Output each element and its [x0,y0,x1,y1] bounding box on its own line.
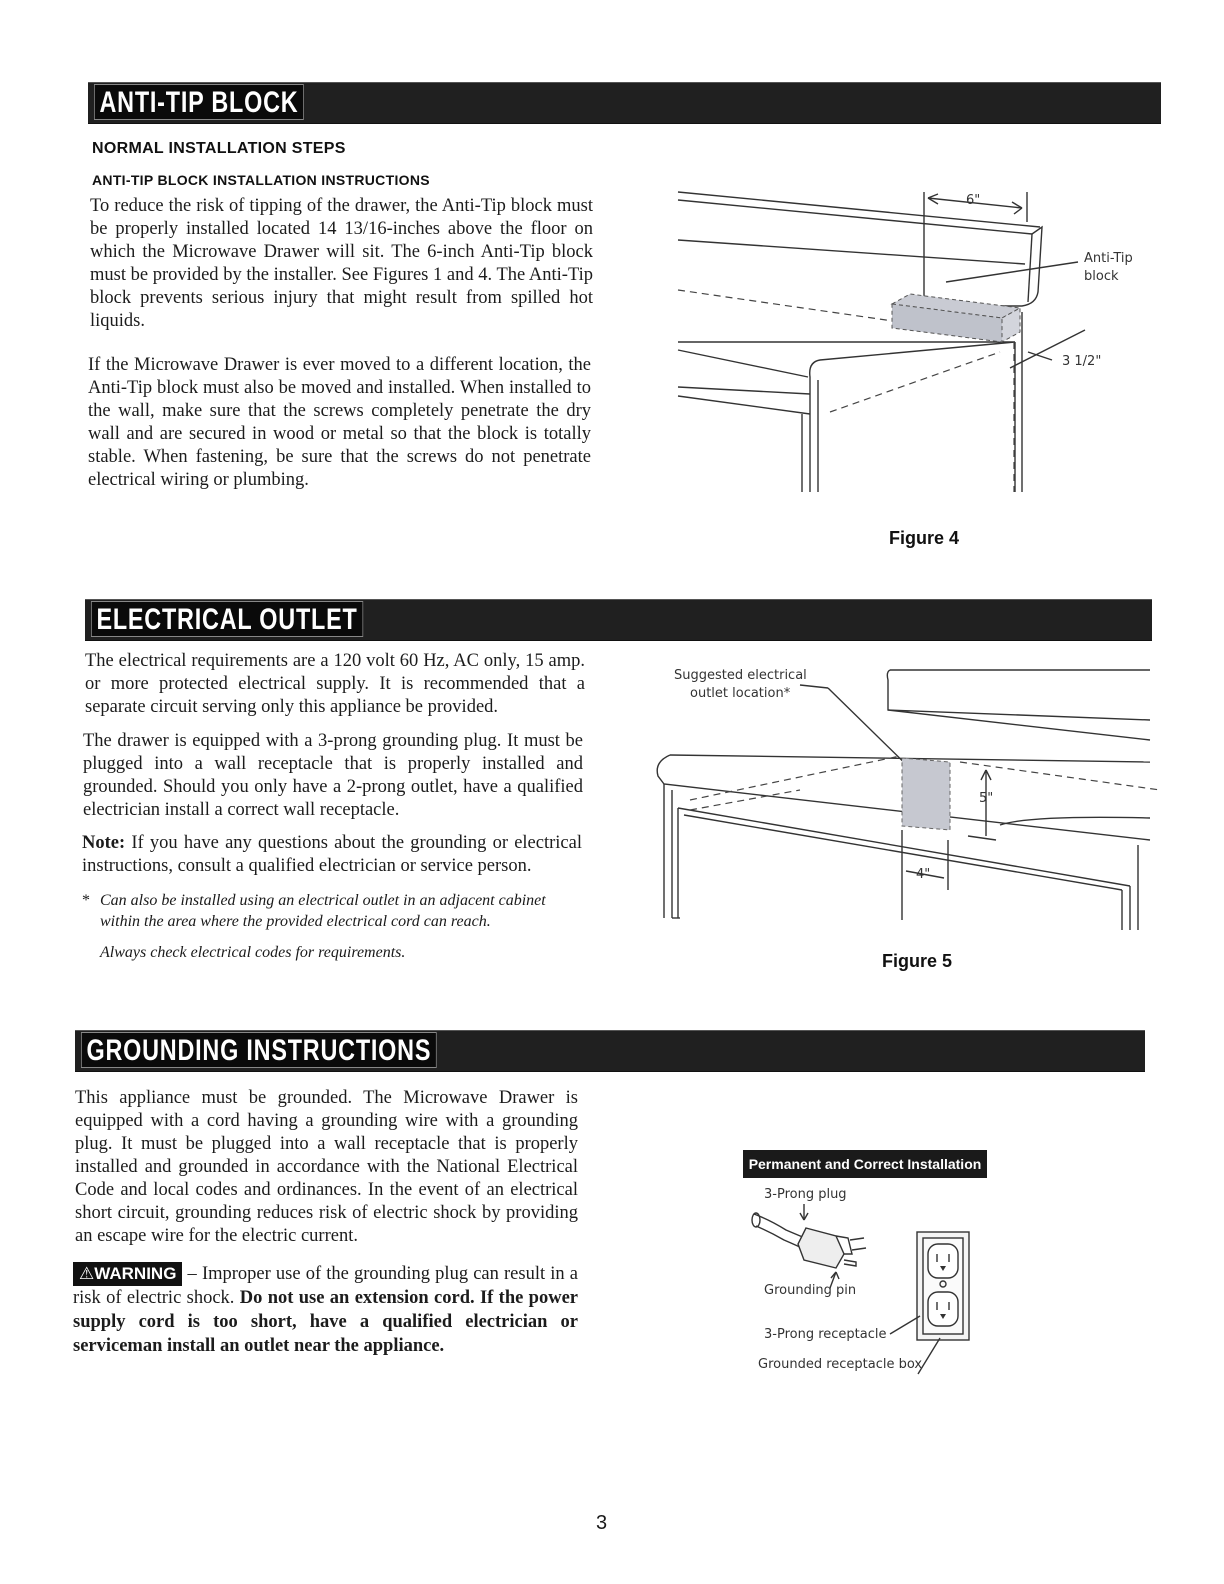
warning-badge-text: WARNING [94,1264,177,1283]
grounding-title: GROUNDING INSTRUCTIONS [81,1032,437,1068]
figure-4-label-anti-tip: Anti-Tip [1084,251,1133,266]
anti-tip-header-bar [88,82,1161,124]
electrical-outlet-header-bar [85,599,1152,641]
receptacle-label: 3-Prong receptacle [764,1327,887,1342]
electrical-paragraph-1: The electrical requirements are a 120 volt 60 Hz, AC only, 15 amp. or more protected electrical supply. It is recommended that a separate circuit serving only this appliance be provided. [85,651,585,717]
footnote-text-1: Can also be installed using an electrical outlet in an adjacent cabinet within the area where the provided electrical cord can reach. [100,892,546,930]
note-label: Note: [82,833,126,853]
figure-5-label-line-2: outlet location* [690,686,791,701]
figure-5-outlet-diagram [650,650,1160,940]
electrical-outlet-title: ELECTRICAL OUTLET [91,601,363,637]
receptacle-box-label: Grounded receptacle box [758,1357,923,1372]
anti-tip-paragraph-2: If the Microwave Drawer is ever moved to a different location, the Anti-Tip block must also be moved and installed. When installed to the wall, make sure that the screws completely penetrate the dry wall and are secured in wood or metal so that the block is totally stable. When fastening, be sure that the screws do not penetrate electrical wiring or plumbing. [88,355,591,490]
figure-4-label-block: block [1084,269,1119,284]
figure-4-depth-dimension: 3 1/2" [1062,354,1102,369]
installation-figure-title: Permanent and Correct Installation [743,1150,987,1178]
normal-installation-subhead: NORMAL INSTALLATION STEPS [92,140,346,157]
anti-tip-paragraph-1: To reduce the risk of tipping of the drawer, the Anti-Tip block must be properly installed located 14 13/16-inches above the floor on which the Microwave Drawer will sit. The 6-inch Anti-Tip block must be provided by the installer. See Figures 1 and 4. The Anti-Tip block prevents serious injury that might result from spilled hot liquids. [90,196,593,331]
electrical-note [82,832,582,878]
warning-text: – Improper use of the grounding plug can result in a risk of electric shock. [73,1264,578,1308]
footnote-text-2: Always check electrical codes for requirements. [100,944,406,961]
figure-5-width-dimension: 4" [916,867,931,882]
warning-bold-text: Do not use an extension cord. If the power supply cord is too short, have a qualified electrician or serviceman install an outlet near the appliance. [73,1288,579,1356]
figure-4-caption: Figure 4 [889,528,960,548]
warning-triangle-icon: ⚠ [79,1264,95,1283]
electrical-paragraph-2: The drawer is equipped with a 3-prong grounding plug. It must be plugged into a wall receptacle that is properly installed and grounded. Should you only have a 2-prong outlet, have a qualified electrician install a correct wall receptacle. [83,731,583,820]
installation-plug-diagram [740,1180,990,1380]
grounding-paragraph-1: This appliance must be grounded. The Microwave Drawer is equipped with a cord having a grounding wire with a grounding plug. It must be plugged into a wall receptacle that is properly installed and grounded in accordance with the National Electrical Code and local codes and ordinances. In the event of an electrical short circuit, grounding reduces risk of electric shock by providing an escape wire for the electric current. [75,1088,578,1246]
figure-4-width-dimension: 6" [966,193,981,208]
anti-tip-title: ANTI-TIP BLOCK [94,84,304,120]
anti-tip-instructions-subhead: ANTI-TIP BLOCK INSTALLATION INSTRUCTIONS [92,172,430,188]
grounding-warning-paragraph [73,1262,578,1358]
warning-badge [73,1262,182,1286]
plug-label: 3-Prong plug [764,1187,847,1202]
note-text: If you have any questions about the grounding or electrical instructions, consult a qualified electrician or service person. [82,833,582,876]
grounding-header-bar [75,1030,1145,1072]
page-number: 3 [596,1512,608,1534]
figure-4-anti-tip-diagram [670,182,1150,502]
figure-5-label-line-1: Suggested electrical [674,668,807,683]
figure-5-height-dimension: 5" [979,791,994,806]
figure-5-caption: Figure 5 [882,951,953,971]
grounding-pin-label: Grounding pin [764,1283,857,1298]
footnote-star: * [82,892,90,909]
